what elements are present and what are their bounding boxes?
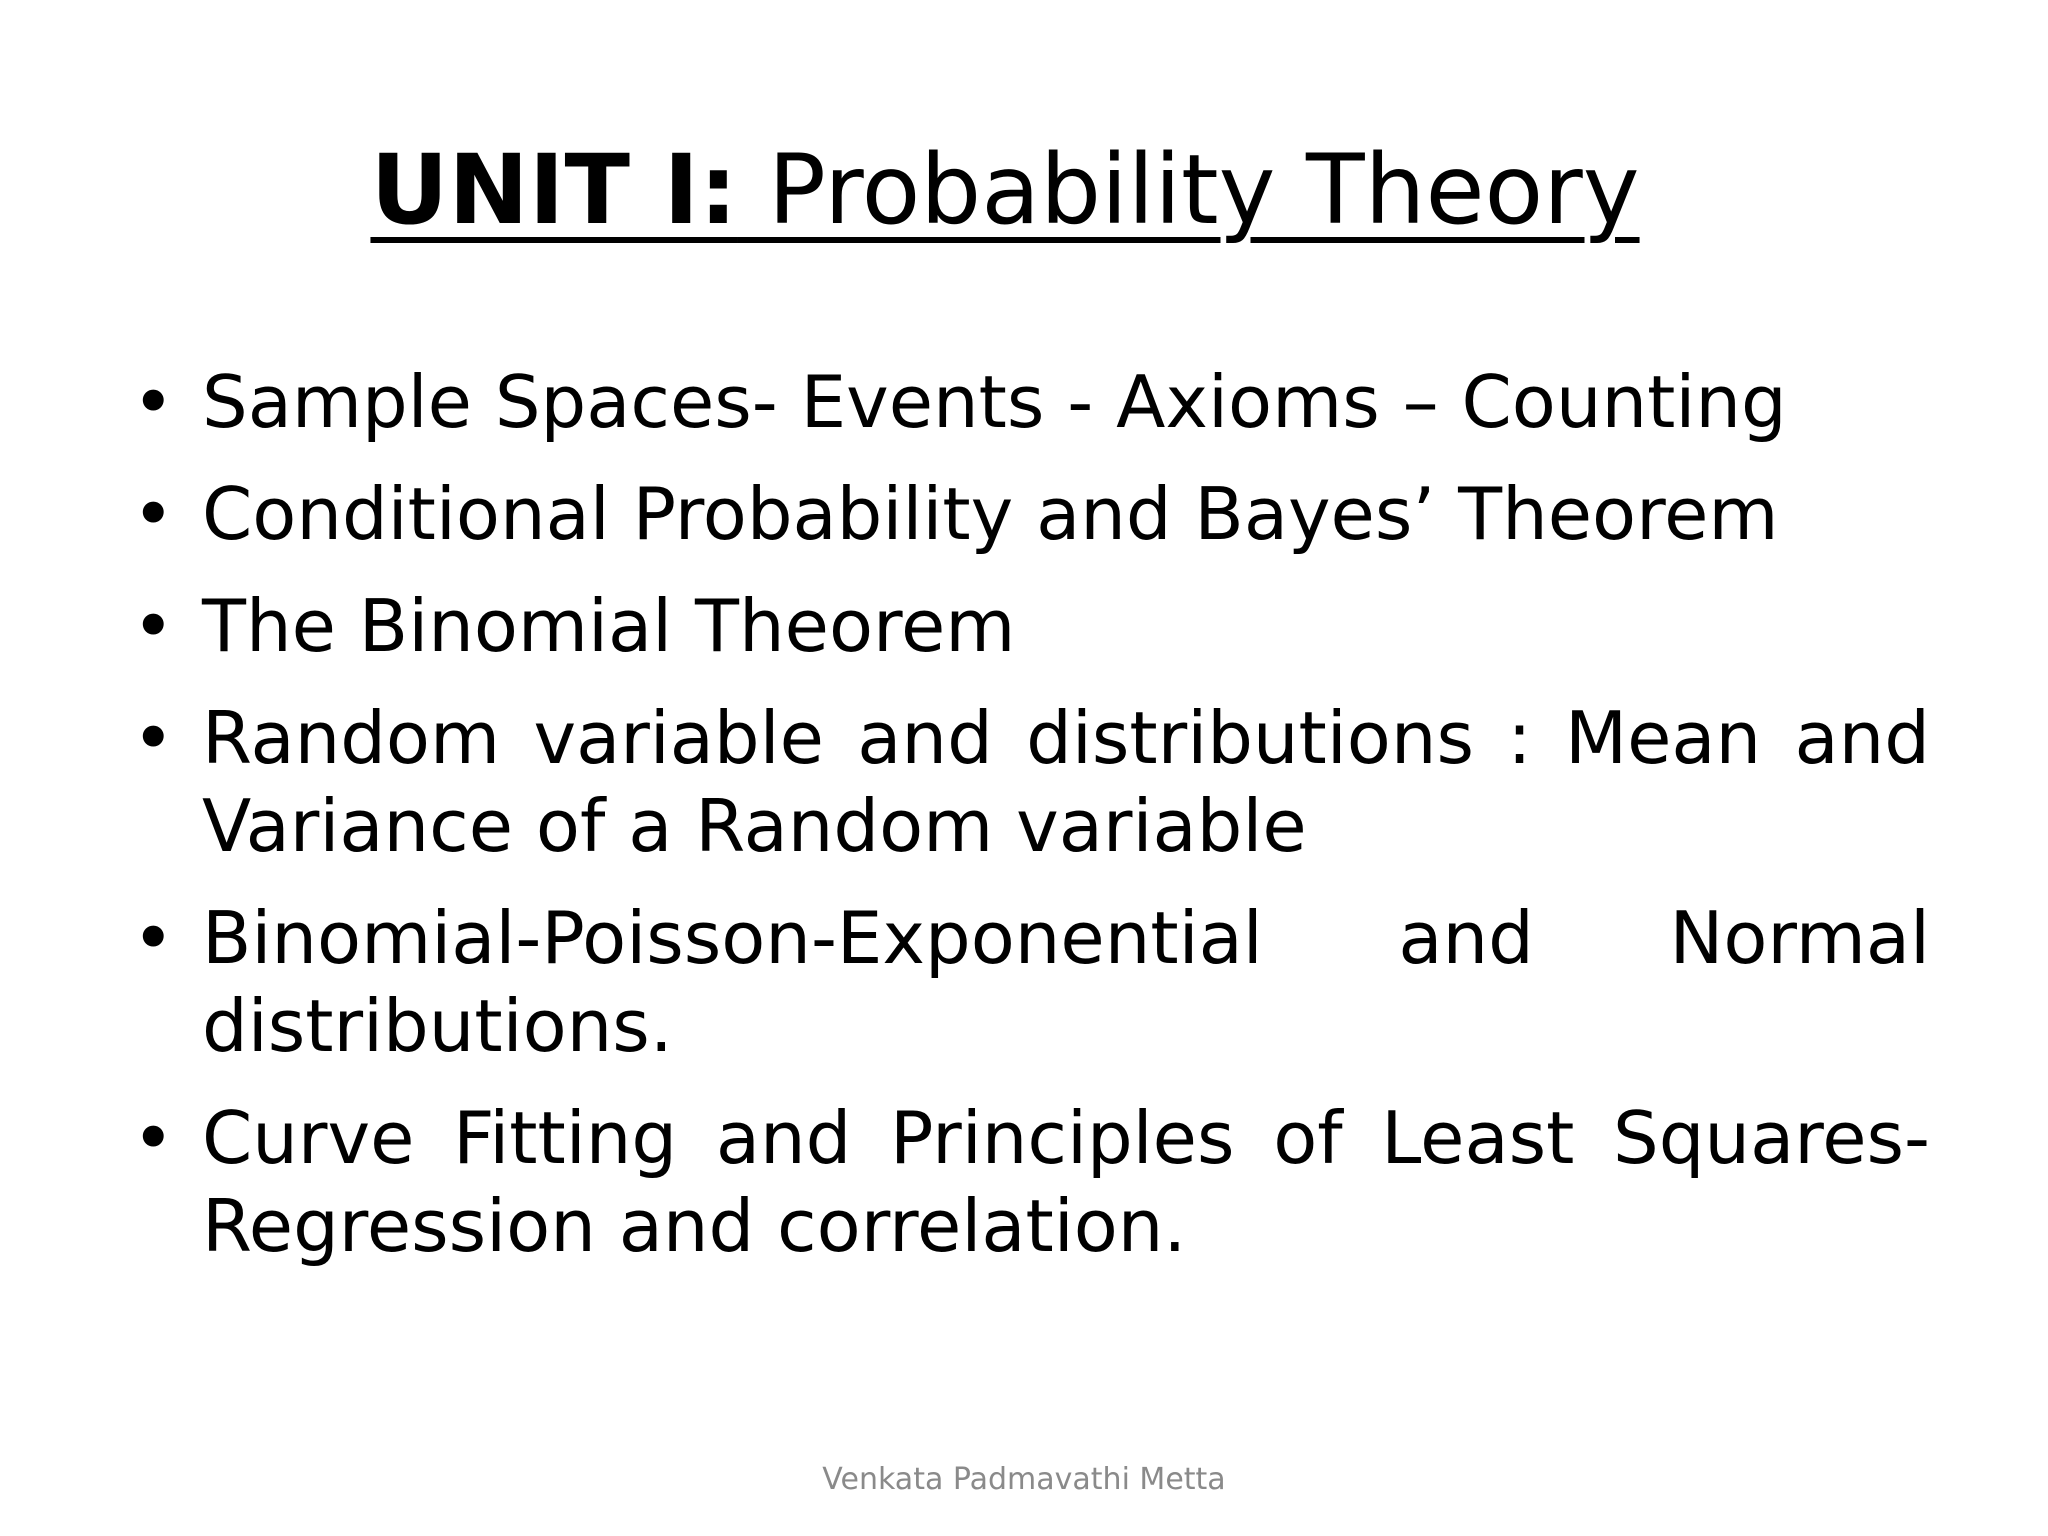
bullet-text: The Binomial Theorem xyxy=(202,584,1016,668)
bullet-item xyxy=(120,470,1930,558)
bullet-text: Conditional Probability and Bayes’ Theorem xyxy=(202,472,1779,556)
bullet-text: Random variable and distributions : Mean and Variance of a Random variable xyxy=(202,696,1930,868)
bullet-item xyxy=(120,694,1930,870)
bullet-dot-icon: • xyxy=(132,1096,175,1180)
title-topic: Probability Theory xyxy=(737,134,1640,246)
bullet-dot-icon: • xyxy=(132,584,175,668)
footer-author: Venkata Padmavathi Metta xyxy=(822,1462,1226,1497)
bullet-item xyxy=(120,582,1930,670)
bullet-item xyxy=(120,1094,1930,1270)
bullet-dot-icon: • xyxy=(132,696,175,780)
title-unit-label: UNIT I: xyxy=(370,134,738,246)
bullet-list xyxy=(120,358,1930,1294)
bullet-item xyxy=(120,358,1930,446)
slide-title xyxy=(0,130,2010,250)
bullet-item xyxy=(120,894,1930,1070)
bullet-dot-icon: • xyxy=(132,896,175,980)
title-underlined xyxy=(370,134,1639,246)
bullet-text: Sample Spaces- Events - Axioms – Counting xyxy=(202,360,1787,444)
bullet-dot-icon: • xyxy=(132,472,175,556)
bullet-dot-icon: • xyxy=(132,360,175,444)
bullet-text: Binomial-Poisson-Exponential and Normal distributions. xyxy=(202,896,1930,1068)
bullet-text: Curve Fitting and Principles of Least Squares-Regression and correlation. xyxy=(202,1096,1930,1268)
